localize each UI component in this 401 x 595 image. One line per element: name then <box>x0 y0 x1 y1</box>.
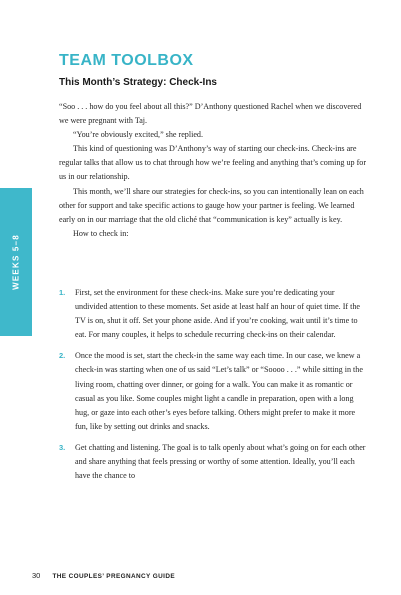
side-tab-label: WEEKS 5–8 <box>11 234 21 290</box>
step-number: 1. <box>59 288 66 297</box>
intro-text <box>59 100 367 241</box>
paragraph: This month, we’ll share our strategies for check-ins, so you can intentionally lean on each other for support and take specific actions to gauge how your partner is feeling. We learned early on in our marriage that the old cliché that “communication is key” actually is key. <box>59 186 364 224</box>
page-number: 30 <box>32 571 41 580</box>
paragraph: How to check in: <box>73 228 129 238</box>
step-number: 3. <box>59 442 66 452</box>
list-item <box>59 286 367 342</box>
step-number: 2. <box>59 351 66 361</box>
step-text: Once the mood is set, start the check-in the same way each time. In our case, we knew a check-in was starting when one of us said “Let’s talk” or “Soooo . . .” while sitting in the living room, chatting over dinner, or going for a walk. You can make it as romantic or casual as you like. Some couples might light a candle in preparation, open with a long hug, or gaze into each other’s eyes before talking. Others might prefer to make it more fun, like by setting out drinks and snacks. <box>75 351 363 431</box>
paragraph: “Soo . . . how do you feel about all this?” D’Anthony questioned Rachel when we discovered we were pregnant with Taj. <box>59 102 362 126</box>
step-text: First, set the environment for these check-ins. Make sure you’re dedicating your undivided attention to these moments. Set aside at least half an hour of quiet time. If the TV is on, shut it off. Set your phone aside. And if you’re cooking, wait until it’s time to eat. For many couples, it helps to schedule recurring check-ins on their calendar. <box>75 288 361 340</box>
check-in-steps-list <box>59 286 367 490</box>
list-item <box>59 441 367 483</box>
list-item <box>59 349 367 434</box>
paragraph: This kind of questioning was D’Anthony’s way of starting our check-ins. Check-ins are regular talks that allow us to chat through how we’re feeling and anything that’s coming up for us in our relationship. <box>59 144 367 182</box>
page-footer <box>32 571 175 580</box>
book-title: THE COUPLES’ PREGNANCY GUIDE <box>52 573 176 580</box>
section-title: TEAM TOOLBOX <box>59 52 194 69</box>
paragraph: “You’re obviously excited,” she replied. <box>73 130 203 140</box>
section-side-tab <box>0 188 32 336</box>
step-text: Get chatting and listening. The goal is to talk openly about what’s going on for each other and share anything that feels pressing or worthy of some attention. Ideally, you’ll each have the chance to <box>75 442 366 481</box>
strategy-subtitle: This Month’s Strategy: Check-Ins <box>59 77 217 88</box>
